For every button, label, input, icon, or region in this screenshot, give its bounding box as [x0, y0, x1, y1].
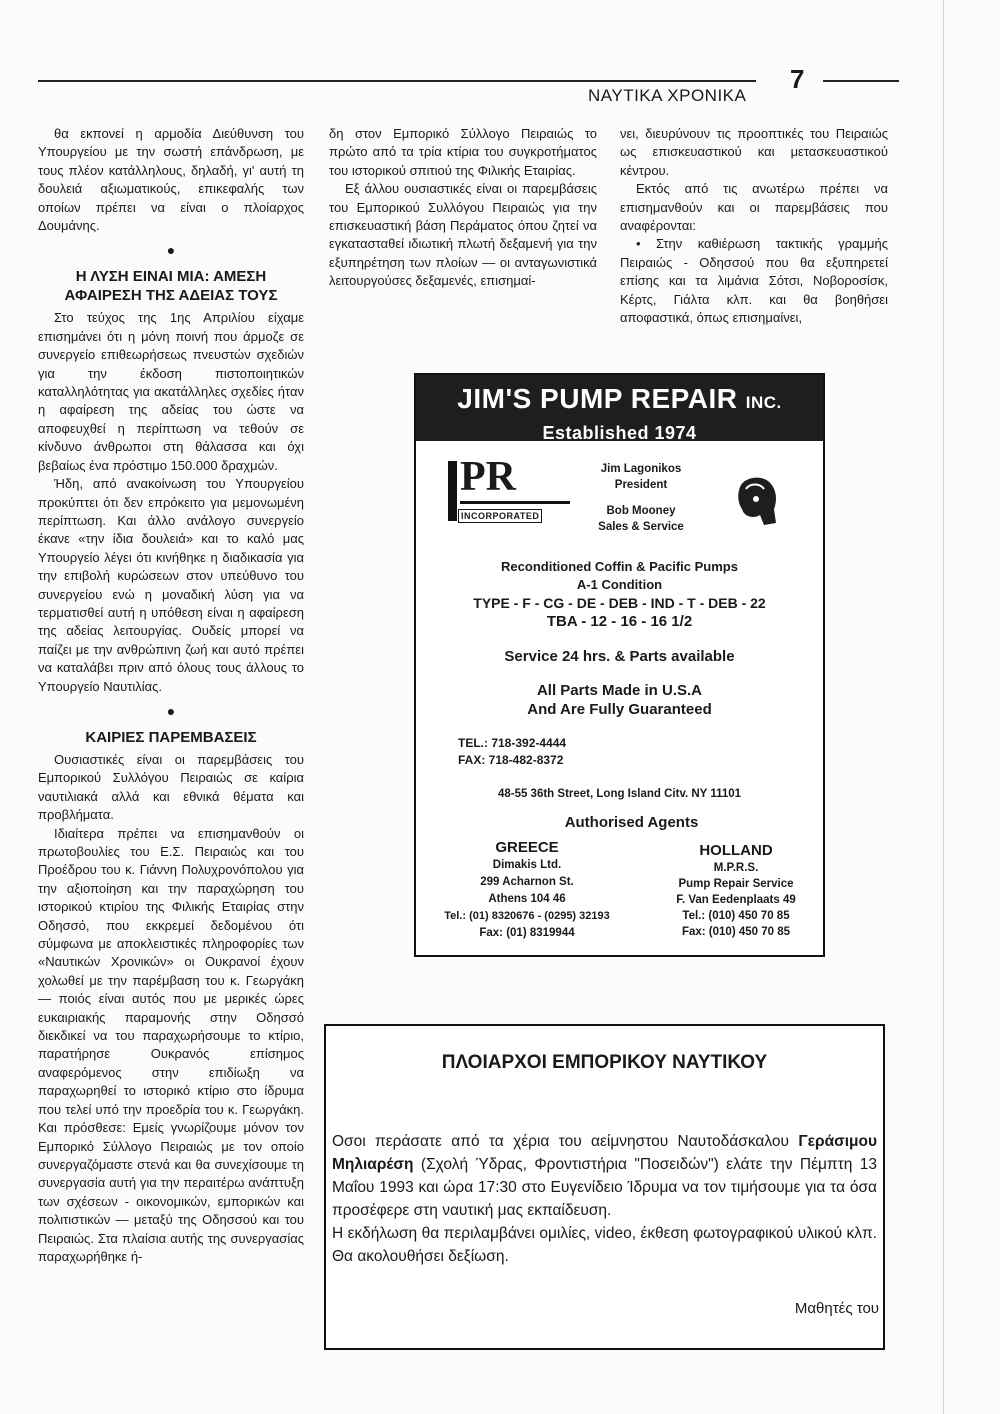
agent-tel: Tel.: (01) 8320676 - (0295) 32193 [444, 910, 610, 922]
column-3 [620, 125, 888, 327]
contact-name: Bob Mooney [606, 505, 676, 517]
notice-text: Οσοι περάσατε από τα χέρια του αείμνηστου Ναυτοδάσκαλου [332, 1133, 789, 1150]
bullet-separator-1: ● [166, 242, 176, 259]
heading-kairies: ΚΑΙΡΙΕΣ ΠΑΡΕΜΒΑΣΕΙΣ [85, 728, 257, 746]
col1-paragraph: Στο τεύχος της 1ης Απριλίου είχαμε επισημάνει ότι η μόνη ποινή που άρμοζε σε συνεργείο επιθεωρήσεως πνευστών σχεδιών για την έκδοση πιστοποιητικών καταλληλότητας για ακατάλληλες σχεδίες ήταν η αφαίρεση της αδείας του ώστε να αποφευχθεί η περίπτωση να τεθούν σε κίνδυνο άνθρωποι στη θάλασσα και όχι βεβαίως ένα πρόστιμο 150.000 δραχμών. [38, 310, 304, 473]
logo-rule [460, 501, 570, 504]
agent-service: Pump Repair Service [678, 878, 794, 890]
header-rule-left [38, 80, 756, 82]
notice-paragraph: Η εκδήλωση θα περιλαμβάνει ομιλίες, video, έκθεση φωτογραφικού υλικού κλπ. Θα ακολουθήσει δεξίωση. [332, 1225, 877, 1265]
heading-lysi: Η ΛΥΣΗ ΕΙΝΑΙ ΜΙΑ: ΑΜΕΣΗ ΑΦΑΙΡΕΣΗ ΤΗΣ ΑΔΕΙΑΣ ΤΟΥΣ [64, 268, 278, 305]
advert-title [416, 375, 823, 423]
advert-phones [458, 735, 566, 769]
logo-letters: PR [460, 454, 516, 500]
advert-line-3: TYPE - F - CG - DE - DEB - IND - T - DEB - 22 [473, 595, 766, 611]
logo-incorporated: INCORPORATED [458, 509, 542, 523]
col3-paragraph: Εκτός από τις ανωτέρω πρέπει να επισημανθούν και οι παρεμβάσεις που αναφέρονται: [620, 181, 888, 234]
page-edge-line [943, 0, 944, 1414]
notice-paragraph [332, 1130, 877, 1222]
agent-company: M.P.R.S. [713, 862, 759, 874]
agents-heading: Authorised Agents [564, 814, 699, 831]
notice-signature: Μαθητές του [794, 1300, 879, 1317]
jpr-logo [440, 455, 572, 527]
col2-paragraph: δη στον Εμπορικό Σύλλογο Πειραιώς το πρώτο από τα τρία κτίρια του συγκροτήματος του ιστορικού σπιτιού της Φιλικής Εταιρίας. [329, 126, 597, 178]
advert-tel: TEL.: 718-392-4444 [458, 736, 567, 750]
header-title: ΝΑΥΤΙΚΑ ΧΡΟΝΙΚΑ [588, 86, 747, 105]
advert-contacts [566, 461, 716, 535]
agent-street: F. Van Eedenplaats 49 [676, 894, 796, 906]
contact-role: Sales & Service [598, 521, 684, 533]
advert-banner [416, 375, 823, 441]
column-2 [329, 125, 597, 291]
advert-line-4: TBA - 12 - 16 - 16 1/2 [546, 613, 693, 630]
advert-title-text: JIM'S PUMP REPAIR [457, 383, 738, 414]
advert-line-1: Reconditioned Coffin & Pacific Pumps [501, 559, 738, 574]
col3-paragraph: • Στην καθιέρωση τακτικής γραμμής Πειραιώς - Οδησσού που θα εξυπηρετεί επίσης και τα λιμάνια Σότσι, Νοβοροσίσκ, Κέρτς, Γιάλτα κλπ. και θα βοηθήσει αποφαστικά, όπως επισημαίνει, [620, 236, 888, 326]
agent-holland [652, 841, 820, 940]
bullet-separator-2: ● [166, 702, 176, 719]
advert-title-suffix: INC. [745, 393, 782, 412]
advert-address: 48-55 36th Street, Long Island Citv. NY 11101 [497, 788, 742, 800]
notice-honoree: Γεράσιμου Μηλιαρέση [332, 1133, 878, 1173]
agent-country: GREECE [495, 839, 559, 856]
advert-established: Established 1974 [542, 423, 697, 443]
col1-paragraph: Ιδιαίτερα πρέπει να επισημανθούν οι πρωτοβουλίες του Ε.Σ. Πειραιώς και του Προέδρου του κ. Γιάννη Πολυχρονόπολου για την αξιοποίηση και την παραχώρηση του ιστορικού κτιρίου της Φιλικής Εταιρίας στην Οδησσό, που εκκρεμεί δεδομένου ότι σύμφωνα με αποκλειστικές πληροφορίες των «Ναυτικών Χρονικών» οι Ουκρανοί έχουν χολωθεί με την παρέμβαση του κ. Γεωργάκη — ποιός είναι αυτός που με μερικές ώρες ευκαιριακής παραμονής στην Οδησσό διεκδικεί να του παραχωρήσουμε το κτίριο, παρατήρησε Ουκρανός επίσημος αναφερόμενος στην επιδίωξη να παραχωρηθεί το ιστορικό κτίριο στο ίδρυμα που τελεί υπό την προεδρία του κ. Γεωργάκη. Και πρόσθεσε: Εμείς γνωρίζουμε μόνον τον Εμπορικό Σύλλογο Πειραιώς με τον οποίο συνεργαζόμαστε στενά και θα συνεχίσουμε τη συνεργασία αυτή για την περαιτέρω ανάπτυξη των σχέσεων - οικονομικών, εμπορικών και πολιτιστικών — μεταξύ της Οδησσού και του Πειραιώς. Στα πλαίσια αυτής της συνεργασίας παραχωρήθηκε ή- [38, 825, 304, 1264]
advert-made: All Parts Made in U.S.A [536, 682, 703, 699]
page-number: 7 [790, 64, 805, 94]
contact-name: Jim Lagonikos [600, 463, 682, 475]
agent-fax: Fax: (010) 450 70 85 [681, 926, 791, 938]
captains-notice [324, 1024, 885, 1350]
advert-guarantee: And Are Fully Guaranteed [527, 701, 712, 718]
col1-paragraph: Ουσιαστικές είναι οι παρεμβάσεις του Εμπορικού Συλλόγου Πειραιώς σε καίρια ναυτιλιακά αλλά και εθνικά θέματα και προβλήματα. [38, 751, 304, 823]
advert-service: Service 24 hrs. & Parts available [504, 648, 735, 665]
column-1 [38, 125, 304, 1266]
agent-country: HOLLAND [699, 842, 773, 859]
col1-paragraph: Ήδη, από ανακοίνωση του Υπουργείου προκύπτει ότι δεν επρόκειτο για μεμονωμένη περίπτωση. Και άλλο ανάλογο συνεργείο έκανε «την ίδια δουλειά» και το καλό μας Υπουργείο λέγει ότι κινήθηκε η διαδικασία για την επιβολή κυρώσεων στον υπεύθυνο του συνεργείου ενώ η μοναδική λύση για να τερματισθεί αυτή η υπόθεση είναι η αφαίρεση της αδείας λειτουργίας. Ουδείς μπορεί να παίζει με την ανθρώπινη ζωή και αυτό πρέπει να καταλάβει πριν από όλους τους άλλους το Υπουργείο Ναυτιλίας. [38, 476, 304, 694]
pump-icon [734, 473, 782, 529]
col3-paragraph: νει, διευρύνουν τις προοπτικές του Πειραιώς ως επισκευαστικού και μετασκευαστικού κέντρου. [620, 126, 888, 178]
advert-line-2: A-1 Condition [576, 577, 663, 592]
pump-repair-advert [414, 373, 825, 957]
agent-fax: Fax: (01) 8319944 [479, 927, 575, 939]
notice-text: (Σχολή Ύδρας, Φροντιστήρια "Ποσειδών") ελάτε την Πέμπτη 13 Μαΐου 1993 και ώρα 17:30 στο Ευγενίδειο Ίδρυμα να τον τιμήσουμε για τα όσα προσέφερε στη ναυτική μας εκπαίδευση. [332, 1156, 877, 1219]
agent-city: Athens 104 46 [488, 893, 566, 905]
agent-greece [422, 838, 632, 942]
contact-role: President [614, 479, 668, 491]
logo-j-bar [448, 461, 457, 521]
agent-company: Dimakis Ltd. [492, 859, 562, 871]
col1-intro: θα εκπονεί η αρμοδία Διεύθυνση του Υπουργείου με την σωστή επάνδρωση, με τους πλέον κατάλληλους, δηλαδή, γι' αυτή τη δουλειά αξιωματικούς, επικεφαλής των οποίων πρέπει να είναι ο πλοίαρχος Δουμάνης. [38, 126, 304, 234]
advert-fax: FAX: 718-482-8372 [458, 753, 564, 767]
agent-street: 299 Acharnon St. [480, 876, 574, 888]
col2-paragraph: Εξ άλλου ουσιαστικές είναι οι παρεμβάσεις του Εμπορικού Συλλόγου Πειραιώς για την επισκευαστική βάση Περάματος όπου ζητεί να εγκατασταθεί ιδιωτική πλωτή δεξαμενή για την εξυπηρέτηση των πλοίων — οι ανταγωνιστικά λειτουργούσες δεξαμενές, επισημαί- [329, 181, 597, 289]
notice-body [332, 1130, 877, 1268]
header-rule-right [823, 80, 899, 82]
notice-title: ΠΛΟΙΑΡΧΟΙ ΕΜΠΟΡΙΚΟΥ ΝΑΥΤΙΚΟΥ [441, 1052, 768, 1073]
agent-tel: Tel.: (010) 450 70 85 [682, 910, 790, 922]
